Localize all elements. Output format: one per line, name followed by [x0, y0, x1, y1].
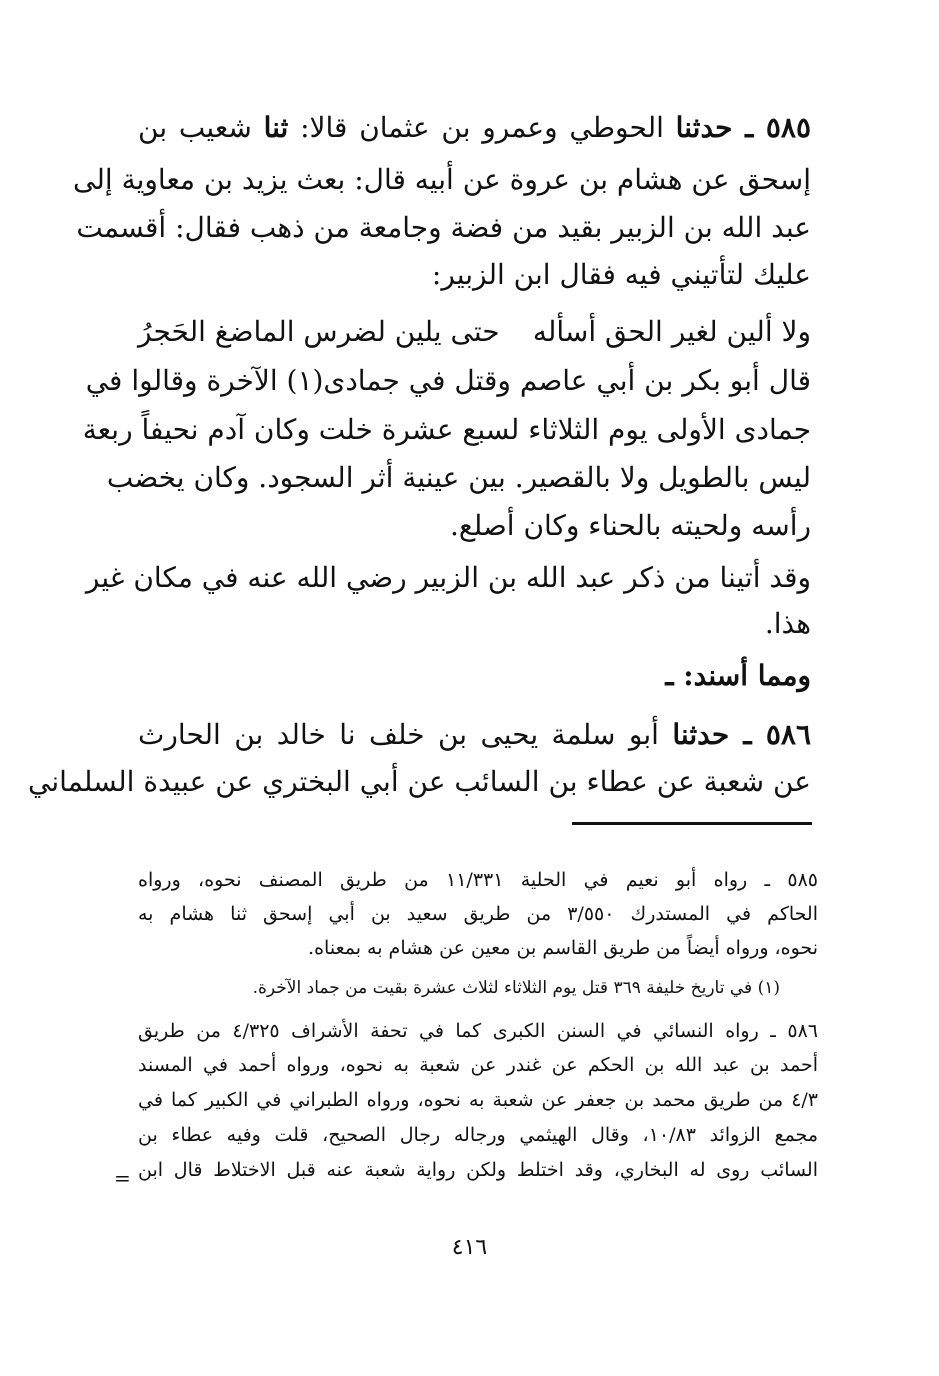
page-number: ٤١٦	[451, 1235, 488, 1260]
hadith-586-line-2: عن شعبة عن عطاء بن السائب عن أبي البختري عن عبيدة السلماني	[28, 765, 811, 798]
note-line-2: هذا.	[764, 607, 811, 640]
footnote-586-line-5: السائب روى له البخاري، وقد اختلط ولكن رواية شعبة عنه قبل الاختلاط قال ابن	[138, 1159, 818, 1181]
footnote-585-line-1: ٥٨٥ ـ رواه أبو نعيم في الحلية ١١/٣٣١ من طريق المصنف نحوه، ورواه	[138, 869, 818, 891]
hadith-585-line-1-text2: شعيب بن	[138, 111, 264, 144]
hadith-585-line-4: عليك لتأتيني فيه فقال ابن الزبير:	[431, 258, 811, 291]
verse-first-hemistich: ولا ألين لغير الحق أسأله	[532, 315, 811, 348]
hadith-585-line-1-text: الحوطي وعمرو بن عثمان قالا:	[288, 111, 676, 144]
hadith-585-number: ٥٨٥ ـ حدثنا	[675, 111, 812, 144]
hadith-585-line-2: إسحق عن هشام بن عروة عن أبيه قال: بعث يزيد بن معاوية إلى	[73, 163, 811, 196]
hadith-585-line-3: عبد الله بن الزبير بقيد من فضة وجامعة من ذهب فقال: أقسمت	[76, 211, 811, 244]
hadith-586-line-1-text: أبو سلمة يحيى بن خلف نا خالد بن الحارث	[138, 718, 673, 751]
footnote-585-line-3: نحوه، ورواه أيضاً من طريق القاسم بن معين عن هشام به بمعناه.	[308, 937, 818, 959]
narration-line-4: رأسه ولحيته بالحناء وكان أصلع.	[449, 509, 811, 542]
hadith-585-line-1	[138, 108, 811, 148]
verse-second-hemistich: حتى يلين لضرس الماضغ الحَجرُ	[138, 315, 500, 348]
note-line-1: وقد أتينا من ذكر عبد الله بن الزبير رضي الله عنه في مكان غير	[85, 561, 811, 594]
section-heading: ومما أسند: ـ	[665, 659, 811, 692]
narration-line-3: ليس بالطويل ولا بالقصير. بين عينية أثر السجود. وكان يخضب	[106, 461, 811, 494]
hadith-585-line-1-bold: ثنا	[263, 111, 289, 144]
footnote-586-line-4: مجمع الزوائد ١٠/٨٣، وقال الهيثمي ورجاله رجال الصحيح، قلت وفيه عطاء بن	[138, 1124, 819, 1146]
hadith-586-number: ٥٨٦ ـ حدثنا	[672, 718, 811, 751]
footnote-separator	[572, 822, 812, 825]
narration-line-1: قال أبو بكر بن أبي عاصم وقتل في جمادى(١) الآخرة وقالوا في	[85, 364, 811, 397]
footnote-1: (١) في تاريخ خليفة ٣٦٩ قتل يوم الثلاثاء لثلاث عشرة بقيت من جماد الآخرة.	[252, 978, 780, 998]
narration-line-2: جمادى الأولى يوم الثلاثاء لسبع عشرة خلت وكان آدم نحيفاً ربعة	[82, 413, 811, 446]
footnote-586-line-2: أحمد بن عبد الله بن الحكم عن غندر عن شعبة به نحوه، ورواه أحمد في المسند	[138, 1054, 818, 1076]
footnote-586-line-1: ٥٨٦ ـ رواه النسائي في السنن الكبرى كما في تحفة الأشراف ٤/٣٢٥ من طريق	[138, 1020, 818, 1042]
hadith-586-line-1	[138, 715, 811, 755]
continuation-mark: =	[114, 1166, 131, 1190]
footnote-586-line-3: ٤/٣ من طريق محمد بن جعفر عن شعبة به نحوه، ورواه الطبراني في الكبير كما في	[138, 1089, 818, 1111]
footnote-585-line-2: الحاكم في المستدرك ٣/٥٥٠ من طريق سعيد بن أبي إسحق ثنا هشام به	[138, 903, 818, 925]
